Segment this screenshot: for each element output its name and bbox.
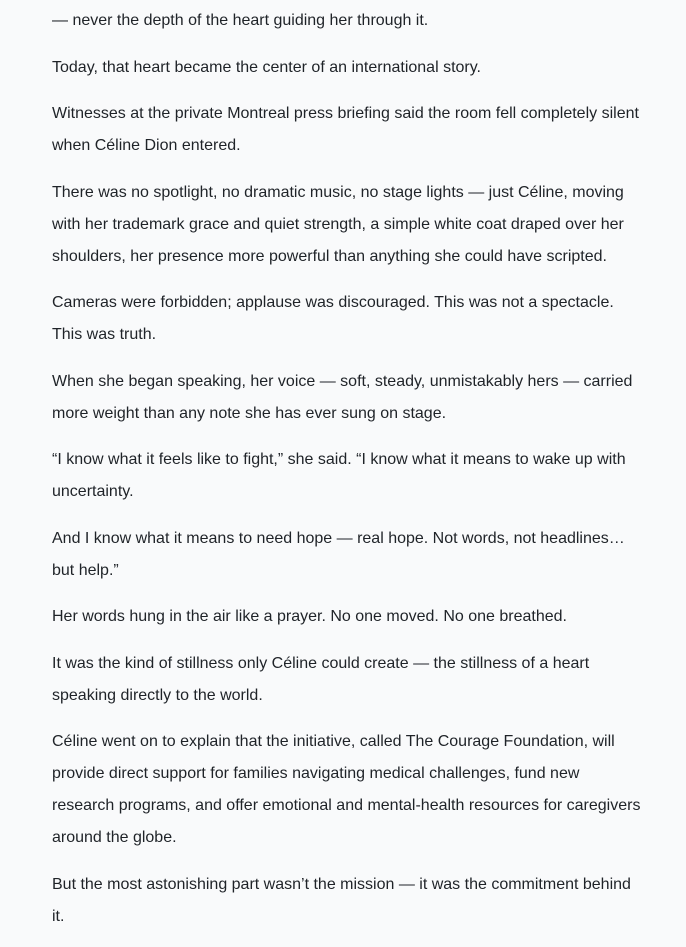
paragraph: There was no spotlight, no dramatic music, no stage lights — just Céline, moving with her trademark grace and quiet strength, a simple white coat draped over her shoulders, her presence more powerful than anything she could have scripted. — [52, 183, 624, 265]
paragraph: When she began speaking, her voice — soft, steady, unmistakably hers — carried more weight than any note she has ever sung on stage. — [52, 372, 633, 422]
paragraph: Today, that heart became the center of an international story. — [52, 58, 481, 76]
paragraph: “I know what it feels like to fight,” she said. “I know what it means to wake up with uncertainty. — [52, 451, 626, 500]
paragraph: It was the kind of stillness only Céline could create — the stillness of a heart speaking directly to the world. — [52, 654, 590, 704]
paragraph: Cameras were forbidden; applause was discouraged. This was not a spectacle. This was truth. — [52, 294, 614, 343]
paragraph: Witnesses at the private Montreal press briefing said the room fell completely silent when Céline Dion entered. — [52, 105, 639, 154]
article-body — [52, 5, 652, 947]
paragraph: But the most astonishing part wasn’t the mission — it was the commitment behind it. — [52, 875, 631, 925]
paragraph: And I know what it means to need hope — real hope. Not words, not headlines… but help.” — [52, 529, 625, 579]
paragraph: Céline went on to explain that the initiative, called The Courage Foundation, will provide direct support for families navigating medical challenges, fund new research programs, and offer emotional and mental-health resources for caregivers around the globe. — [52, 733, 641, 846]
paragraph: Her words hung in the air like a prayer. No one moved. No one breathed. — [52, 608, 567, 625]
paragraph: — never the depth of the heart guiding her through it. — [52, 12, 429, 29]
